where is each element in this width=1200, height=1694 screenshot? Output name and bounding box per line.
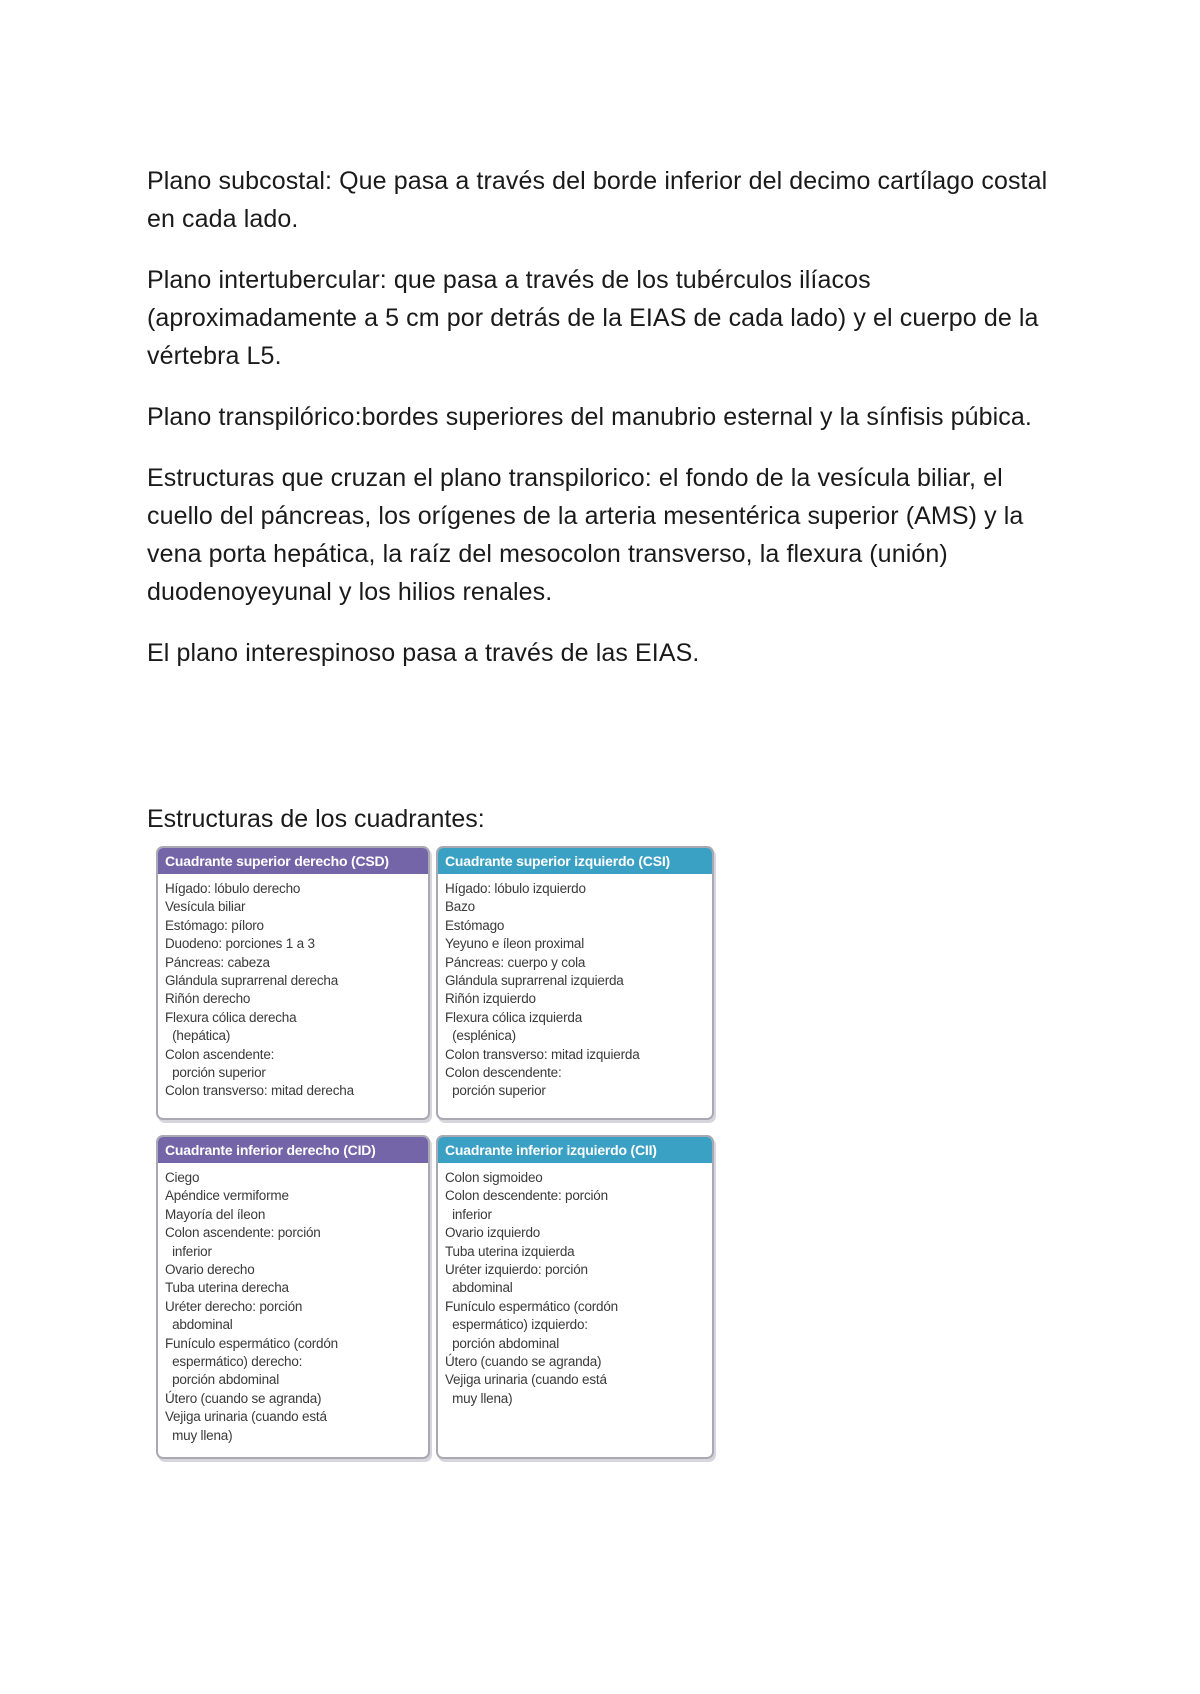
quadrant-list-cid xyxy=(158,1163,428,1449)
quadrant-item: Vejiga urinaria (cuando está xyxy=(165,1409,327,1425)
quadrant-item: espermático) derecho: xyxy=(165,1354,303,1370)
quadrant-item: Mayoría del íleon xyxy=(165,1206,266,1222)
quadrant-box-csd xyxy=(156,846,430,1120)
quadrant-item: Yeyuno e íleon proximal xyxy=(445,936,584,952)
quadrant-item: Funículo espermático (cordón xyxy=(445,1298,618,1314)
quadrant-item: porción abdominal xyxy=(445,1335,560,1351)
quadrant-item: abdominal xyxy=(445,1280,513,1296)
quadrant-item: Útero (cuando se agranda) xyxy=(165,1390,322,1406)
paragraph-plano-interespinoso: El plano interespinoso pasa a través de las EIAS. xyxy=(147,639,700,667)
quadrant-list-csi xyxy=(438,874,712,1105)
quadrant-item: Glándula suprarrenal izquierda xyxy=(445,973,624,989)
quadrant-item: Tuba uterina izquierda xyxy=(445,1243,575,1259)
quadrant-title-csi: Cuadrante superior izquierdo (CSI) xyxy=(438,848,712,874)
quadrant-list-csd xyxy=(158,874,428,1105)
quadrant-item: Riñón derecho xyxy=(165,991,251,1007)
quadrant-item: Ovario izquierdo xyxy=(445,1225,541,1241)
quadrant-item: abdominal xyxy=(165,1317,233,1333)
quadrant-item: muy llena) xyxy=(165,1427,233,1443)
quadrant-item: Colon ascendente: porción xyxy=(165,1225,321,1241)
quadrant-item: Páncreas: cabeza xyxy=(165,954,270,970)
quadrant-item: Funículo espermático (cordón xyxy=(165,1335,338,1351)
quadrant-item: Hígado: lóbulo derecho xyxy=(165,881,301,896)
paragraph-plano-intertubercular: Plano intertubercular: que pasa a través de los tubérculos ilíacos (aproximadamente a 5 cm por detrás de la EIAS de cada lado) y el cuerpo de la vértebra L5. xyxy=(147,266,1039,370)
quadrant-item: Colon sigmoideo xyxy=(445,1170,543,1185)
quadrant-item: inferior xyxy=(165,1243,212,1259)
quadrant-item: Colon descendente: xyxy=(445,1065,562,1081)
quadrant-item: Tuba uterina derecha xyxy=(165,1280,289,1296)
quadrant-title-cid: Cuadrante inferior derecho (CID) xyxy=(158,1137,428,1163)
quadrant-item: Riñón izquierdo xyxy=(445,991,536,1007)
quadrant-box-csi xyxy=(436,846,714,1120)
quadrant-item: Bazo xyxy=(445,899,475,915)
quadrant-item: (esplénica) xyxy=(445,1028,516,1044)
quadrant-item: Uréter izquierdo: porción xyxy=(445,1262,588,1278)
quadrant-item: Glándula suprarrenal derecha xyxy=(165,973,339,989)
quadrant-title-csd: Cuadrante superior derecho (CSD) xyxy=(158,848,428,874)
quadrant-item: Hígado: lóbulo izquierdo xyxy=(445,881,586,896)
quadrant-item: porción superior xyxy=(165,1065,266,1081)
quadrant-item: Estómago: píloro xyxy=(165,917,264,933)
quadrant-item: muy llena) xyxy=(445,1390,513,1406)
paragraph-estructuras-transpilorico: Estructuras que cruzan el plano transpilorico: el fondo de la vesícula biliar, el cuello del páncreas, los orígenes de la arteria mesentérica superior (AMS) y la vena porta hepática, la raíz del mesocolon transverso, la flexura (unión) duodenoyeyunal y los hilios renales. xyxy=(147,464,1024,606)
paragraph-plano-subcostal: Plano subcostal: Que pasa a través del borde inferior del decimo cartílago costal en cada lado. xyxy=(147,167,1048,233)
section-heading: Estructuras de los cuadrantes: xyxy=(147,805,485,833)
quadrant-item: Colon descendente: porción xyxy=(445,1188,608,1204)
quadrant-item: Ovario derecho xyxy=(165,1262,255,1278)
quadrant-item: porción abdominal xyxy=(165,1372,280,1388)
quadrant-item: espermático) izquierdo: xyxy=(445,1317,588,1333)
quadrant-item: Flexura cólica derecha xyxy=(165,1009,297,1025)
quadrant-title-cii: Cuadrante inferior izquierdo (CII) xyxy=(438,1137,712,1163)
quadrant-item: (hepática) xyxy=(165,1028,231,1044)
quadrant-item: Páncreas: cuerpo y cola xyxy=(445,954,586,970)
quadrant-item: Duodeno: porciones 1 a 3 xyxy=(165,936,315,952)
quadrant-item: Uréter derecho: porción xyxy=(165,1298,303,1314)
quadrant-item: Colon ascendente: xyxy=(165,1046,275,1062)
quadrant-item: Útero (cuando se agranda) xyxy=(445,1354,602,1370)
quadrant-item: Vesícula biliar xyxy=(165,899,246,915)
document-body xyxy=(147,162,1067,695)
quadrant-item: porción superior xyxy=(445,1083,546,1099)
quadrant-box-cii xyxy=(436,1135,714,1459)
quadrant-item: Estómago xyxy=(445,917,505,933)
quadrant-list-cii xyxy=(438,1163,712,1412)
quadrant-box-cid xyxy=(156,1135,430,1459)
quadrant-item: Colon transverso: mitad derecha xyxy=(165,1083,354,1099)
quadrant-item: Apéndice vermiforme xyxy=(165,1188,289,1204)
quadrant-item: Colon transverso: mitad izquierda xyxy=(445,1046,640,1062)
paragraph-plano-transpilorico: Plano transpilórico:bordes superiores del manubrio esternal y la sínfisis púbica. xyxy=(147,403,1032,431)
quadrant-item: Ciego xyxy=(165,1170,200,1185)
quadrant-item: Vejiga urinaria (cuando está xyxy=(445,1372,607,1388)
quadrant-item: inferior xyxy=(445,1206,492,1222)
quadrant-item: Flexura cólica izquierda xyxy=(445,1009,583,1025)
